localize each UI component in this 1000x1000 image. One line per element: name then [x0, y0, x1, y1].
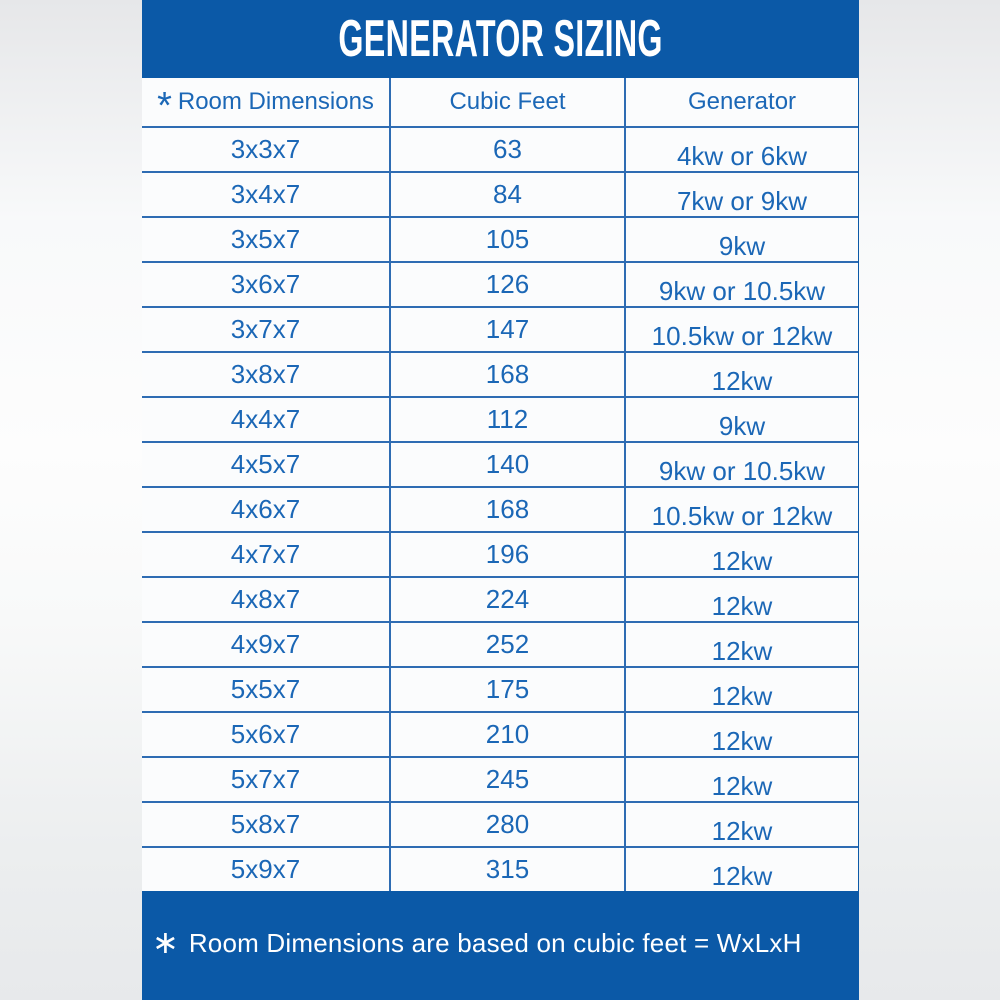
asterisk-icon: ∗	[152, 924, 179, 960]
cell-generator: 12kw	[626, 803, 858, 846]
cell-dims: 5x5x7	[142, 668, 389, 711]
cell-dims: 3x5x7	[142, 218, 389, 261]
cell-dims: 4x9x7	[142, 623, 389, 666]
cell-dims: 3x4x7	[142, 173, 389, 216]
cell-generator: 10.5kw or 12kw	[626, 308, 858, 351]
footnote-bar	[142, 891, 859, 1000]
cell-generator: 12kw	[626, 713, 858, 756]
cell-cubic: 315	[391, 848, 624, 891]
column-header-room-dimensions-label: Room Dimensions	[177, 88, 374, 115]
cell-cubic: 147	[391, 308, 624, 351]
cell-generator: 9kw or 10.5kw	[626, 263, 858, 306]
cell-dims: 4x5x7	[142, 443, 389, 486]
cell-cubic: 112	[391, 398, 624, 441]
cell-generator: 12kw	[626, 533, 858, 576]
cell-cubic: 224	[391, 578, 624, 621]
cell-dims: 4x4x7	[142, 398, 389, 441]
cell-cubic: 84	[391, 173, 624, 216]
cell-generator: 12kw	[626, 353, 858, 396]
cell-dims: 3x3x7	[142, 128, 389, 171]
cell-cubic: 126	[391, 263, 624, 306]
generator-sizing-table	[142, 78, 858, 891]
column-header-generator: Generator	[626, 78, 858, 126]
title-banner	[142, 0, 859, 78]
cell-generator: 9kw or 10.5kw	[626, 443, 858, 486]
page-title: GENERATOR SIZING	[338, 10, 663, 68]
cell-generator: 4kw or 6kw	[626, 128, 858, 171]
cell-dims: 5x8x7	[142, 803, 389, 846]
cell-dims: 4x6x7	[142, 488, 389, 531]
cell-generator: 12kw	[626, 848, 858, 891]
cell-cubic: 140	[391, 443, 624, 486]
cell-generator: 12kw	[626, 578, 858, 621]
cell-dims: 3x6x7	[142, 263, 389, 306]
cell-dims: 3x7x7	[142, 308, 389, 351]
cell-generator: 10.5kw or 12kw	[626, 488, 858, 531]
cell-cubic: 210	[391, 713, 624, 756]
cell-dims: 5x9x7	[142, 848, 389, 891]
cell-dims: 4x8x7	[142, 578, 389, 621]
cell-cubic: 105	[391, 218, 624, 261]
cell-cubic: 175	[391, 668, 624, 711]
cell-cubic: 168	[391, 488, 624, 531]
footnote-text: Room Dimensions are based on cubic feet = WxLxH	[188, 928, 802, 958]
generator-sizing-panel	[142, 0, 859, 1000]
cell-generator: 12kw	[626, 623, 858, 666]
cell-cubic: 196	[391, 533, 624, 576]
cell-generator: 7kw or 9kw	[626, 173, 858, 216]
cell-dims: 4x7x7	[142, 533, 389, 576]
cell-dims: 5x6x7	[142, 713, 389, 756]
cell-generator: 12kw	[626, 758, 858, 801]
column-header-cubic-feet: Cubic Feet	[391, 78, 624, 126]
cell-generator: 12kw	[626, 668, 858, 711]
cell-cubic: 252	[391, 623, 624, 666]
cell-generator: 9kw	[626, 398, 858, 441]
cell-cubic: 168	[391, 353, 624, 396]
cell-generator: 9kw	[626, 218, 858, 261]
cell-dims: 5x7x7	[142, 758, 389, 801]
column-header-room-dimensions: * Room Dimensions	[142, 78, 389, 126]
cell-cubic: 63	[391, 128, 624, 171]
cell-cubic: 280	[391, 803, 624, 846]
cell-dims: 3x8x7	[142, 353, 389, 396]
cell-cubic: 245	[391, 758, 624, 801]
